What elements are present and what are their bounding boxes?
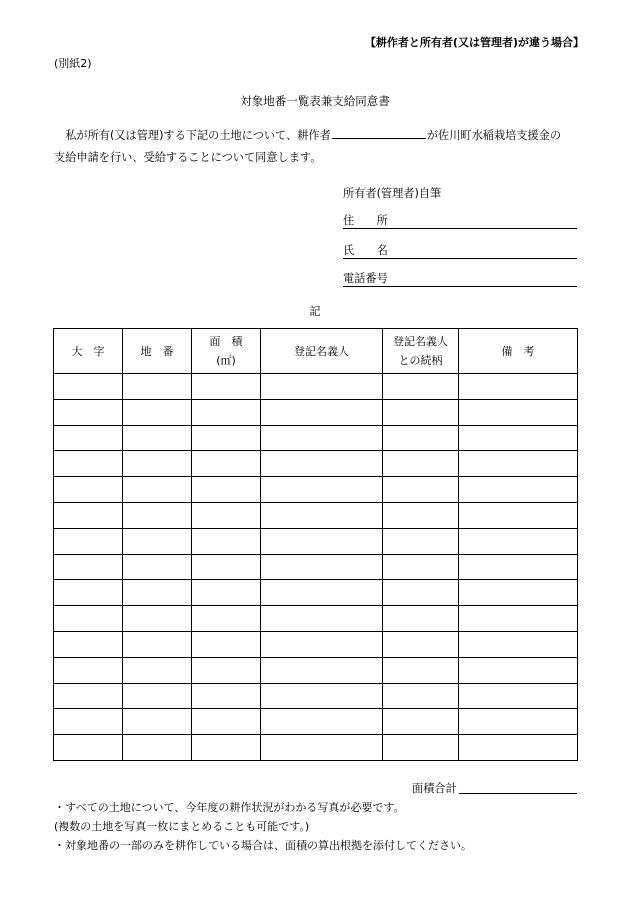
cell-registered-owner[interactable] xyxy=(261,374,383,400)
cell-registered-owner[interactable] xyxy=(261,657,383,683)
cell-relationship[interactable] xyxy=(383,399,459,425)
ki-heading: 記 xyxy=(309,305,321,318)
cell-chiban[interactable] xyxy=(123,425,192,451)
cell-registered-owner[interactable] xyxy=(261,554,383,580)
cell-oaza[interactable] xyxy=(54,374,123,400)
cell-registered-owner[interactable] xyxy=(261,709,383,735)
table-row xyxy=(54,631,578,657)
consent-text-line-2: 支給申請を行い、受給することについて同意します。 xyxy=(54,151,322,164)
cell-chiban[interactable] xyxy=(123,502,192,528)
cell-remarks[interactable] xyxy=(459,735,578,761)
cell-registered-owner[interactable] xyxy=(261,631,383,657)
cell-oaza[interactable] xyxy=(54,399,123,425)
cell-registered-owner[interactable] xyxy=(261,683,383,709)
cell-remarks[interactable] xyxy=(459,374,578,400)
cell-area[interactable] xyxy=(192,735,261,761)
cell-relationship[interactable] xyxy=(383,631,459,657)
note-combine-photos: (複数の土地を写真一枚にまとめることも可能です。) xyxy=(54,820,310,833)
table-row xyxy=(54,425,578,451)
cell-registered-owner[interactable] xyxy=(261,606,383,632)
table-row xyxy=(54,502,578,528)
table-row xyxy=(54,477,578,503)
cell-oaza[interactable] xyxy=(54,735,123,761)
cell-relationship[interactable] xyxy=(383,502,459,528)
cell-area[interactable] xyxy=(192,528,261,554)
cell-area[interactable] xyxy=(192,606,261,632)
table-row xyxy=(54,451,578,477)
cell-registered-owner[interactable] xyxy=(261,399,383,425)
cell-registered-owner[interactable] xyxy=(261,451,383,477)
cell-relationship[interactable] xyxy=(383,657,459,683)
cell-chiban[interactable] xyxy=(123,709,192,735)
cell-registered-owner[interactable] xyxy=(261,502,383,528)
table-row xyxy=(54,554,578,580)
cell-chiban[interactable] xyxy=(123,631,192,657)
cell-chiban[interactable] xyxy=(123,451,192,477)
area-total-field[interactable] xyxy=(459,780,577,794)
cell-oaza[interactable] xyxy=(54,502,123,528)
cell-relationship[interactable] xyxy=(383,606,459,632)
address-field[interactable] xyxy=(343,212,577,229)
cell-remarks[interactable] xyxy=(459,451,578,477)
cell-area[interactable] xyxy=(192,554,261,580)
cell-area[interactable] xyxy=(192,425,261,451)
cell-relationship[interactable] xyxy=(383,554,459,580)
cell-registered-owner[interactable] xyxy=(261,528,383,554)
cell-area[interactable] xyxy=(192,451,261,477)
cell-chiban[interactable] xyxy=(123,735,192,761)
table-row xyxy=(54,374,578,400)
cell-relationship[interactable] xyxy=(383,374,459,400)
table-row xyxy=(54,606,578,632)
cell-oaza[interactable] xyxy=(54,477,123,503)
table-row xyxy=(54,399,578,425)
cell-oaza[interactable] xyxy=(54,554,123,580)
header-remarks: 備 考 xyxy=(459,329,578,374)
name-field[interactable] xyxy=(343,242,577,259)
cell-oaza[interactable] xyxy=(54,709,123,735)
attachment-label: (別紙2) xyxy=(54,57,92,70)
cell-remarks[interactable] xyxy=(459,399,578,425)
cell-remarks[interactable] xyxy=(459,631,578,657)
cell-relationship[interactable] xyxy=(383,735,459,761)
header-registered-owner: 登記名義人 xyxy=(261,329,383,374)
cell-area[interactable] xyxy=(192,683,261,709)
cell-remarks[interactable] xyxy=(459,657,578,683)
cell-relationship[interactable] xyxy=(383,709,459,735)
cell-registered-owner[interactable] xyxy=(261,477,383,503)
table-row xyxy=(54,657,578,683)
name-label: 氏 名 xyxy=(343,244,388,257)
cell-chiban[interactable] xyxy=(123,657,192,683)
cell-area[interactable] xyxy=(192,709,261,735)
cell-area[interactable] xyxy=(192,580,261,606)
cell-remarks[interactable] xyxy=(459,683,578,709)
consent-text-line-1 xyxy=(54,127,561,143)
header-oaza: 大 字 xyxy=(54,329,123,374)
table-row xyxy=(54,580,578,606)
cell-relationship[interactable] xyxy=(383,425,459,451)
cell-registered-owner[interactable] xyxy=(261,735,383,761)
cell-chiban[interactable] xyxy=(123,399,192,425)
cell-remarks[interactable] xyxy=(459,580,578,606)
consent-text-pre: 私が所有(又は管理)する下記の土地について、耕作者 xyxy=(65,129,331,142)
cell-oaza[interactable] xyxy=(54,451,123,477)
cell-remarks[interactable] xyxy=(459,502,578,528)
land-parcel-table xyxy=(53,328,578,761)
table-row xyxy=(54,683,578,709)
table-row xyxy=(54,528,578,554)
cell-chiban[interactable] xyxy=(123,606,192,632)
cell-chiban[interactable] xyxy=(123,374,192,400)
table-body xyxy=(54,374,578,761)
cell-area[interactable] xyxy=(192,502,261,528)
document-title: 対象地番一覧表兼支給同意書 xyxy=(240,94,390,108)
cell-chiban[interactable] xyxy=(123,683,192,709)
cell-registered-owner[interactable] xyxy=(261,580,383,606)
cell-remarks[interactable] xyxy=(459,528,578,554)
cell-area[interactable] xyxy=(192,399,261,425)
cell-area[interactable] xyxy=(192,374,261,400)
cell-chiban[interactable] xyxy=(123,528,192,554)
cell-chiban[interactable] xyxy=(123,580,192,606)
consent-text-post: が佐川町水稲栽培支援金の xyxy=(426,129,562,142)
cultivator-name-blank[interactable] xyxy=(332,127,426,139)
note-partial-cultivation: ・対象地番の一部のみを耕作している場合は、面積の算出根拠を添付してください。 xyxy=(54,839,472,852)
cell-oaza[interactable] xyxy=(54,631,123,657)
cell-area[interactable] xyxy=(192,477,261,503)
header-area: 面 積 (㎡) xyxy=(192,329,261,374)
cell-oaza[interactable] xyxy=(54,606,123,632)
cell-registered-owner[interactable] xyxy=(261,425,383,451)
table-row xyxy=(54,735,578,761)
cell-remarks[interactable] xyxy=(459,709,578,735)
address-label: 住 所 xyxy=(343,214,388,227)
phone-field[interactable] xyxy=(343,270,577,287)
cell-chiban[interactable] xyxy=(123,554,192,580)
cell-relationship[interactable] xyxy=(383,683,459,709)
cell-relationship[interactable] xyxy=(383,580,459,606)
cell-remarks[interactable] xyxy=(459,425,578,451)
cell-remarks[interactable] xyxy=(459,477,578,503)
header-chiban: 地 番 xyxy=(123,329,192,374)
note-photo-required: ・すべての土地について、今年度の耕作状況がわかる写真が必要です。 xyxy=(54,801,405,814)
area-total-label: 面積合計 xyxy=(412,782,457,795)
table-header-row xyxy=(54,329,578,374)
cell-relationship[interactable] xyxy=(383,477,459,503)
phone-label: 電話番号 xyxy=(343,272,388,285)
cell-oaza[interactable] xyxy=(54,657,123,683)
cell-remarks[interactable] xyxy=(459,606,578,632)
owner-signature-heading: 所有者(管理者)自筆 xyxy=(343,187,442,200)
cell-oaza[interactable] xyxy=(54,425,123,451)
cell-relationship[interactable] xyxy=(383,451,459,477)
case-note: 【耕作者と所有者(又は管理者)が違う場合】 xyxy=(364,36,584,49)
cell-chiban[interactable] xyxy=(123,477,192,503)
cell-oaza[interactable] xyxy=(54,580,123,606)
cell-oaza[interactable] xyxy=(54,528,123,554)
cell-oaza[interactable] xyxy=(54,683,123,709)
cell-area[interactable] xyxy=(192,657,261,683)
header-relationship: 登記名義人 との続柄 xyxy=(383,329,459,374)
table-row xyxy=(54,709,578,735)
cell-area[interactable] xyxy=(192,631,261,657)
cell-remarks[interactable] xyxy=(459,554,578,580)
cell-relationship[interactable] xyxy=(383,528,459,554)
